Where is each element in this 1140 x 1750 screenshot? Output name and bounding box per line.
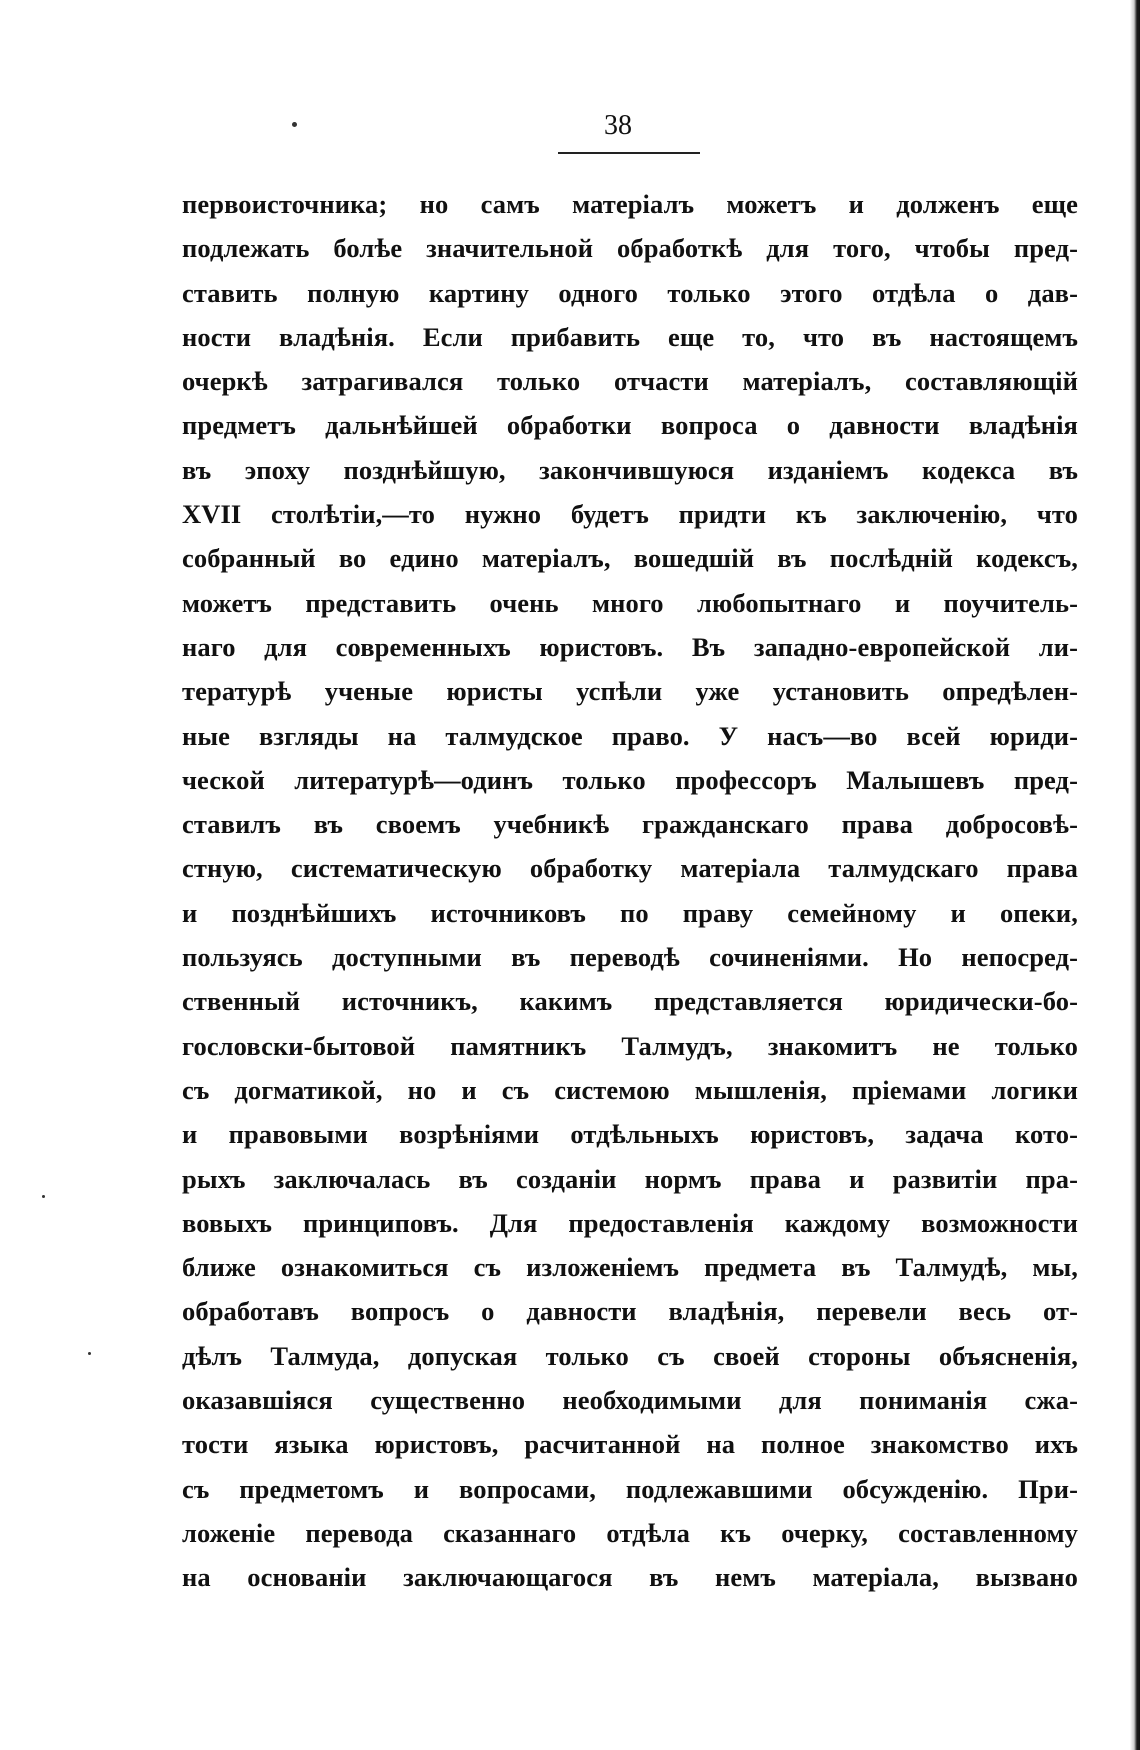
text-line: ставить полную картину одного только этого отдѣла о дав-	[182, 277, 1078, 308]
text-line: обработавъ вопросъ о давности владѣнія, перевели весь от-	[182, 1296, 1078, 1327]
text-line: съ предметомъ и вопросами, подлежавшими обсужденію. При-	[182, 1473, 1078, 1504]
text-line: ставилъ въ своемъ учебникѣ гражданскаго права добросовѣ-	[182, 809, 1078, 840]
text-line: и позднѣйшихъ источниковъ по праву семейному и опеки,	[182, 897, 1078, 928]
text-line: ственный источникъ, какимъ представляется юридически-бо-	[182, 986, 1078, 1017]
text-line: XVII столѣтіи,—то нужно будетъ придти къ заключенію, что	[182, 499, 1078, 530]
page-edge-shadow	[1130, 0, 1140, 1750]
text-line: ные взгляды на талмудское право. У насъ—во всей юриди-	[182, 720, 1078, 751]
text-line: вовыхъ принциповъ. Для предоставленія каждому возможности	[182, 1207, 1078, 1238]
page-speck	[42, 1195, 45, 1198]
text-line: ложеніе перевода сказаннаго отдѣла къ очерку, составленному	[182, 1517, 1078, 1548]
text-line: наго для современныхъ юристовъ. Въ западно-европейской ли-	[182, 631, 1078, 662]
text-line: пользуясь доступными въ переводѣ сочиненіями. Но непосред-	[182, 942, 1078, 973]
text-line: можетъ представить очень много любопытнаго и поучитель-	[182, 587, 1078, 618]
text-line: и правовыми возрѣніями отдѣльныхъ юристовъ, задача кото-	[182, 1119, 1078, 1150]
page-number-rule	[558, 152, 700, 154]
text-line: ческой литературѣ—одинъ только профессоръ Малышевъ пред-	[182, 764, 1078, 795]
text-line: рыхъ заключалась въ созданіи нормъ права и развитіи пра-	[182, 1163, 1078, 1194]
page-number: 38	[604, 110, 632, 141]
text-line: собранный во едино матеріалъ, вошедшій въ послѣдній кодексъ,	[182, 543, 1078, 574]
text-line: въ эпоху позднѣйшую, закончившуюся изданіемъ кодекса въ	[182, 454, 1078, 485]
text-line: тости языка юристовъ, расчитанной на полное знакомство ихъ	[182, 1429, 1078, 1460]
text-line: ближе ознакомиться съ изложеніемъ предмета въ Талмудѣ, мы,	[182, 1252, 1078, 1283]
body-text	[182, 182, 1078, 1600]
text-line: предметъ дальнѣйшей обработки вопроса о давности владѣнія	[182, 410, 1078, 441]
page-speck	[292, 122, 297, 127]
text-line: очеркѣ затрагивался только отчасти матеріалъ, составляющій	[182, 366, 1078, 397]
text-line: на основаніи заключающагося въ немъ матеріала, вызвано	[182, 1562, 1078, 1593]
text-line: первоисточника; но самъ матеріалъ можетъ и долженъ еще	[182, 189, 1078, 219]
text-line: подлежать болѣе значительной обработкѣ для того, чтобы пред-	[182, 233, 1078, 264]
text-line: гословски-бытовой памятникъ Талмудъ, знакомитъ не только	[182, 1030, 1078, 1061]
text-line: ности владѣнія. Если прибавить еще то, что въ настоящемъ	[182, 321, 1078, 352]
text-line: дѣлъ Талмуда, допуская только съ своей стороны объясненія,	[182, 1340, 1078, 1371]
text-line: тературѣ ученые юристы успѣли уже установить опредѣлен-	[182, 676, 1078, 707]
text-line: оказавшіяся существенно необходимыми для пониманія сжа-	[182, 1385, 1078, 1416]
page-speck	[88, 1352, 91, 1355]
text-line: съ догматикой, но и съ системою мышленія, пріемами логики	[182, 1074, 1078, 1105]
text-line: стную, систематическую обработку матеріала талмудскаго права	[182, 853, 1078, 884]
